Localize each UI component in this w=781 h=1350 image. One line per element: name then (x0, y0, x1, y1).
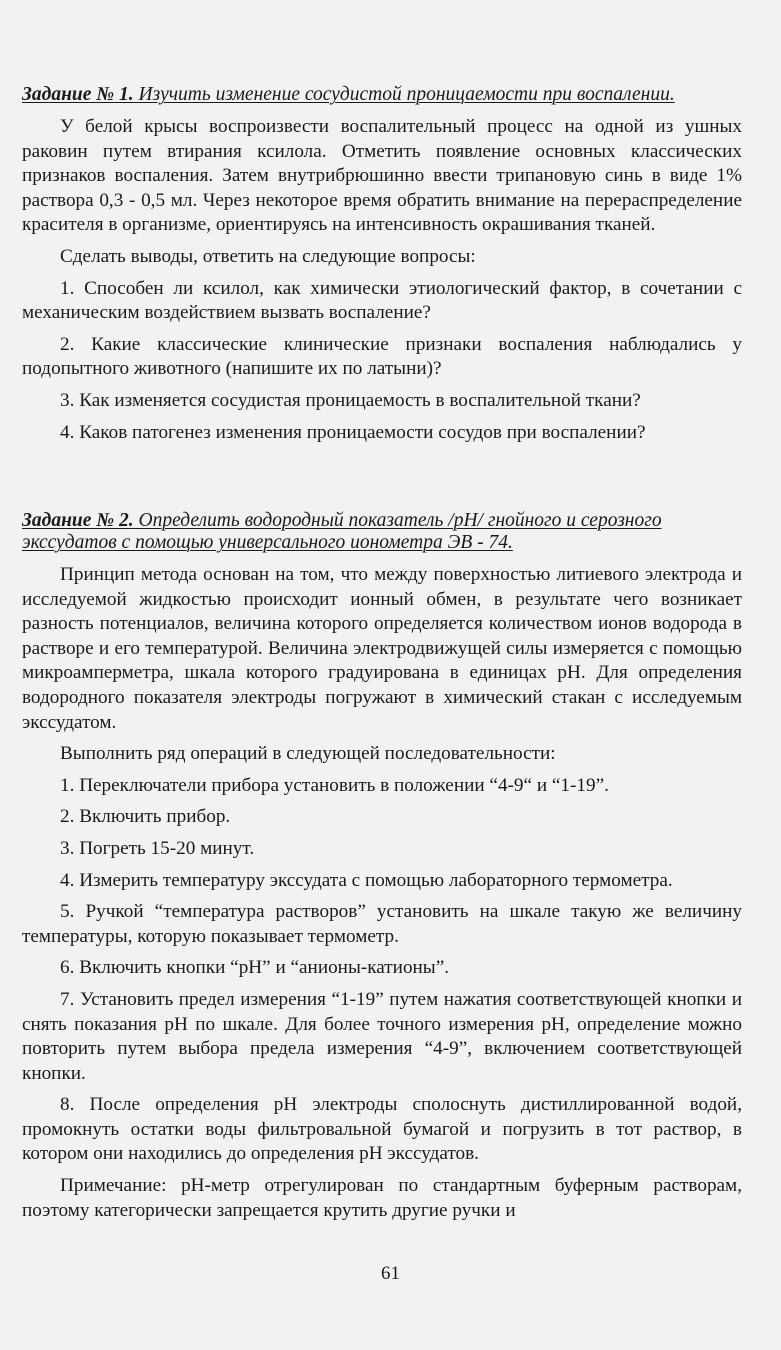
task-1-section (22, 84, 742, 452)
task-1-question: 1. Способен ли ксилол, как химически этиологический фактор, в сочетании с механическим воздействием вызвать воспаление? (22, 277, 742, 324)
task-1-heading (22, 84, 742, 106)
task-2-step: 6. Включить кнопки “рН” и “анионы-катионы”. (60, 957, 450, 979)
task-2-note: Примечание: рН-метр отрегулирован по стандартным буферным растворам, поэтому категорически запрещается крутить другие ручки и (22, 1175, 742, 1221)
task-1-question: 4. Каков патогенез изменения проницаемости сосудов при воспалении? (60, 421, 646, 443)
task-2-label: Задание № 2. (22, 510, 134, 531)
task-2-paragraph: Выполнить ряд операций в следующей последовательности: (60, 743, 556, 765)
task-1-label: Задание № 1. (22, 84, 134, 105)
task-2-step: 4. Измерить температуру экссудата с помощью лабораторного термометра. (60, 869, 673, 891)
task-2-step: 2. Включить прибор. (60, 806, 231, 828)
task-2-heading (22, 510, 742, 554)
task-1-body (22, 115, 742, 445)
page-number: 61 (381, 1263, 400, 1284)
task-2-step: 3. Погреть 15-20 минут. (60, 837, 255, 859)
task-1-question: 3. Как изменяется сосудистая проницаемость в воспалительной ткани? (60, 389, 641, 411)
task-2-step: 1. Переключатели прибора установить в положении “4-9“ и “1-19”. (60, 774, 609, 796)
task-2-step: 7. Установить предел измерения “1-19” путем нажатия соответствующей кнопки и снять показания рН по шкале. Для более точного измерения рН, определение можно повторить путем выбора предела измерения “4-9”, включением соответствующей кнопки. (22, 988, 742, 1084)
task-2-paragraph: Принцип метода основан на том, что между поверхностью литиевого электрода и исследуемой жидкостью происходит ионный обмен, в результате чего возникает разность потенциалов, величина которого определяется количеством ионов водорода в растворе и его температурой. Величина электродвижущей силы измеряется с помощью микроамперметра, шкала которого градуирована в единицах рН. Для определения водородного показателя электроды погружают в химический стакан с исследуемым экссудатом. (22, 564, 742, 733)
task-1-title: Изучить изменение сосудистой проницаемости при воспалении. (138, 84, 675, 105)
task-1-paragraph: У белой крысы воспроизвести воспалительный процесс на одной из ушных раковин путем втирания ксилола. Отметить появление основных классических признаков воспаления. Затем внутрибрюшинно ввести трипановую синь в виде 1% раствора 0,3 - 0,5 мл. Через некоторое время обратить внимание на перераспределение красителя в организме, ориентируясь на интенсивность окрашивания тканей. (22, 116, 742, 236)
task-2-step: 5. Ручкой “температура растворов” установить на шкале такую же величину температуры, которую показывает термометр. (22, 901, 742, 947)
task-2-section (22, 510, 742, 1230)
task-1-paragraph: Сделать выводы, ответить на следующие вопросы: (60, 245, 476, 267)
task-2-body (22, 563, 742, 1223)
task-2-title: Определить водородный показатель /рН/ гнойного и серозного экссудатов с помощью универсального ионометра ЭВ - 74. (22, 510, 662, 553)
task-1-question: 2. Какие классические клинические признаки воспаления наблюдались у подопытного животного (напишите их по латыни)? (22, 333, 742, 380)
task-2-step: 8. После определения рН электроды сполоснуть дистиллированной водой, промокнуть остатки воды фильтровальной бумагой и погрузить в тот раствор, в котором они находились до определения рН экссудатов. (22, 1094, 742, 1165)
